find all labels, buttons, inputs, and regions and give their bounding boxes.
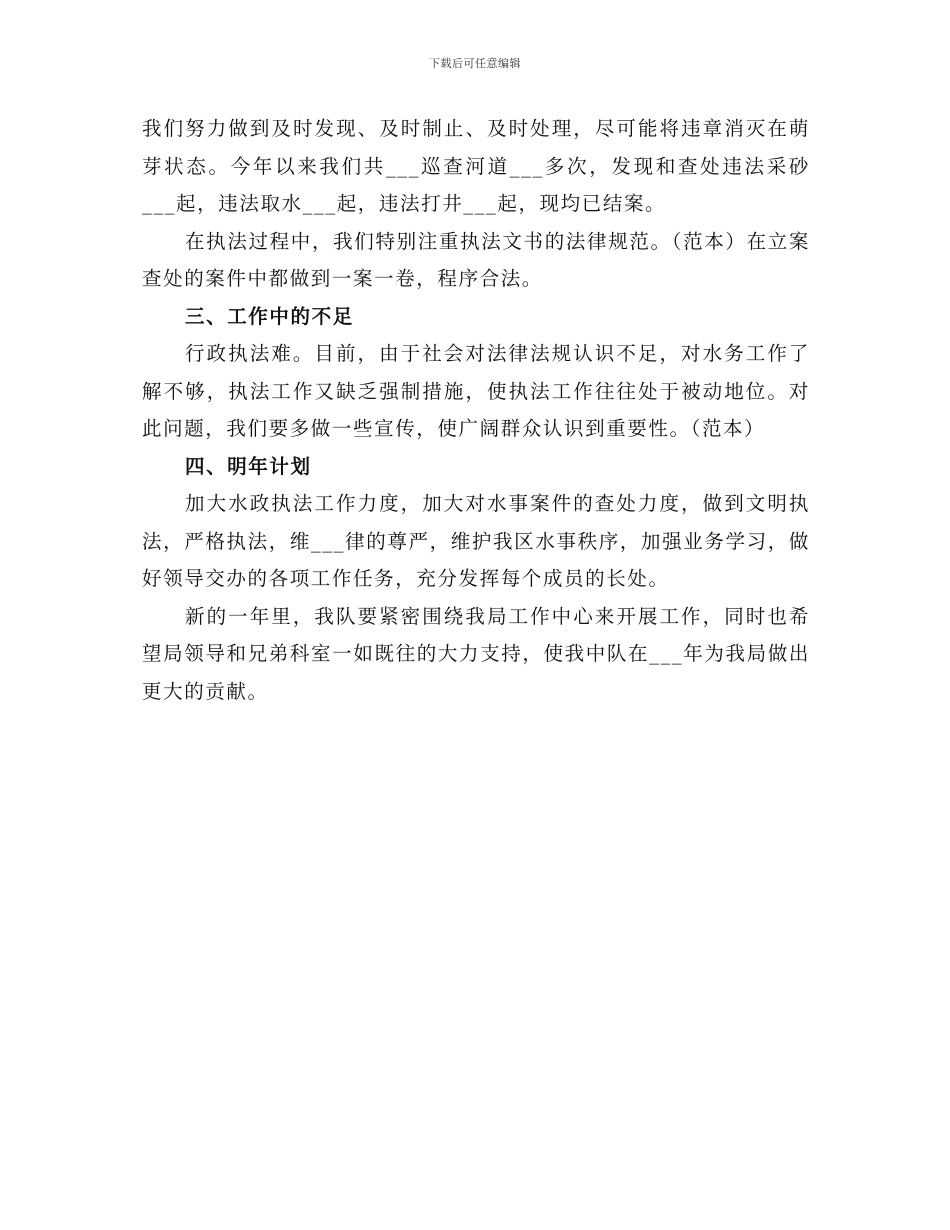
paragraph-new-year: 新的一年里，我队要紧密围绕我局工作中心来开展工作，同时也希望局领导和兄弟科室一如既往的大力支持，使我中队在___年为我局做出更大的贡献。 — [142, 604, 810, 703]
document-body — [142, 110, 810, 710]
paragraph-enforcement-difficulty: 行政执法难。目前，由于社会对法律法规认识不足，对水务工作了解不够，执法工作又缺乏强制措施，使执法工作往往处于被动地位。对此问题，我们要多做一些宣传，使广阔群众认识到重要性。（范本） — [142, 342, 810, 440]
paragraph-legal-documents: 在执法过程中，我们特别注重执法文书的法律规范。（范本）在立案查处的案件中都做到一案一卷，程序合法。 — [142, 229, 810, 290]
page-header: 下载后可任意编辑 — [429, 57, 521, 70]
paragraph-strengthen-enforcement: 加大水政执法工作力度，加大对水事案件的查处力度，做到文明执法，严格执法，维___律的尊严，维护我区水事秩序，加强业务学习，做好领导交办的各项工作任务，充分发挥每个成员的长处。 — [142, 492, 810, 590]
paragraph-early-detection: 我们努力做到及时发现、及时制止、及时处理，尽可能将违章消灭在萌芽状态。今年以来我们共___巡查河道___多次，发现和查处违法采砂___起，违法取水___起，违法打井___起，现均已结案。 — [142, 117, 810, 215]
section-heading-next-year-plan: 四、明年计划 — [185, 454, 312, 478]
section-heading-shortcomings: 三、工作中的不足 — [185, 304, 354, 328]
